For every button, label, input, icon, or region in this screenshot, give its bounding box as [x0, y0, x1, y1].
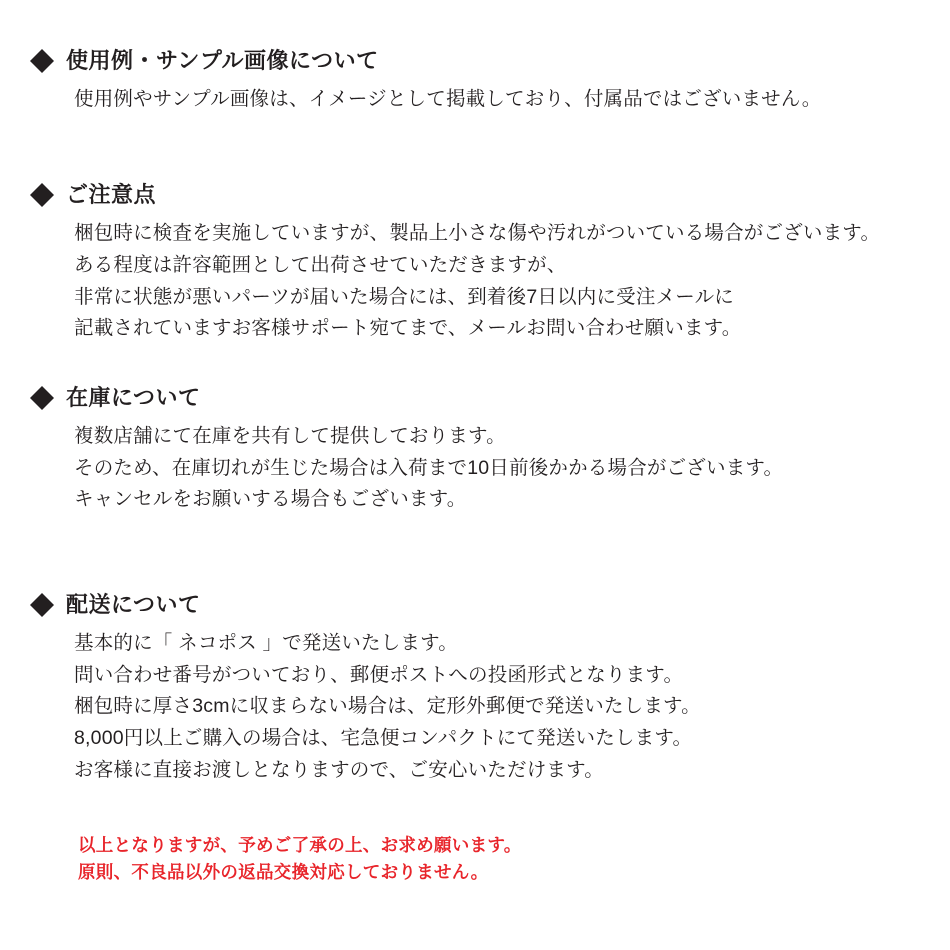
body-line: 8,000円以上ご購入の場合は、宅急便コンパクトにて発送いたします。: [74, 726, 693, 749]
spacer: [30, 345, 920, 385]
notice-line: 原則、不良品以外の返品交換対応しておりません。: [78, 862, 489, 883]
body-line: お客様に直接お渡しとなりますので、ご安心いただけます。: [74, 758, 604, 781]
section-heading: [30, 385, 920, 411]
diamond-bullet-icon: [30, 37, 54, 61]
section-title: ご注意点: [66, 181, 157, 207]
section-shipping: [30, 592, 920, 786]
section-body: [74, 84, 920, 116]
section-body: [74, 421, 920, 516]
body-line: ある程度は許容範囲として出荷させていただきますが、: [74, 253, 567, 276]
body-line: 非常に状態が悪いパーツが届いた場合には、到着後7日以内に受注メールに: [74, 285, 734, 308]
notice-line: 以上となりますが、予めご了承の上、お求め願います。: [78, 835, 522, 856]
body-line: 梱包時に検査を実施していますが、製品上小さな傷や汚れがついている場合がございます。: [74, 222, 881, 245]
section-sample-images: [30, 48, 920, 116]
section-title: 在庫について: [66, 384, 201, 410]
body-line: 基本的に「 ネコポス 」で発送いたします。: [74, 632, 458, 655]
section-heading: [30, 48, 920, 74]
section-body: [74, 628, 920, 786]
spacer: [30, 516, 920, 592]
body-line: 記載されていますお客様サポート宛てまで、メールお問い合わせ願います。: [74, 317, 742, 340]
diamond-bullet-icon: [30, 374, 54, 398]
body-line: 問い合わせ番号がついており、郵便ポストへの投函形式となります。: [74, 663, 684, 686]
section-cautions: [30, 182, 920, 345]
section-stock: [30, 385, 920, 516]
section-title: 配送について: [66, 591, 201, 617]
diamond-bullet-icon: [30, 171, 54, 195]
section-heading: [30, 592, 920, 618]
body-line: キャンセルをお願いする場合もございます。: [74, 488, 467, 511]
spacer: [30, 116, 920, 182]
body-line: 使用例やサンプル画像は、イメージとして掲載しており、付属品ではございません。: [74, 88, 822, 111]
section-title: 使用例・サンプル画像について: [66, 48, 379, 73]
body-line: 梱包時に厚さ3cmに収まらない場合は、定形外郵便で発送いたします。: [74, 695, 701, 718]
body-line: 複数店舗にて在庫を共有して提供しております。: [74, 425, 506, 448]
section-heading: [30, 182, 920, 208]
diamond-bullet-icon: [30, 581, 54, 605]
body-line: そのため、在庫切れが生じた場合は入荷まで10日前後かかる場合がございます。: [74, 456, 784, 479]
section-body: [74, 218, 920, 344]
closing-notice: [78, 832, 920, 886]
